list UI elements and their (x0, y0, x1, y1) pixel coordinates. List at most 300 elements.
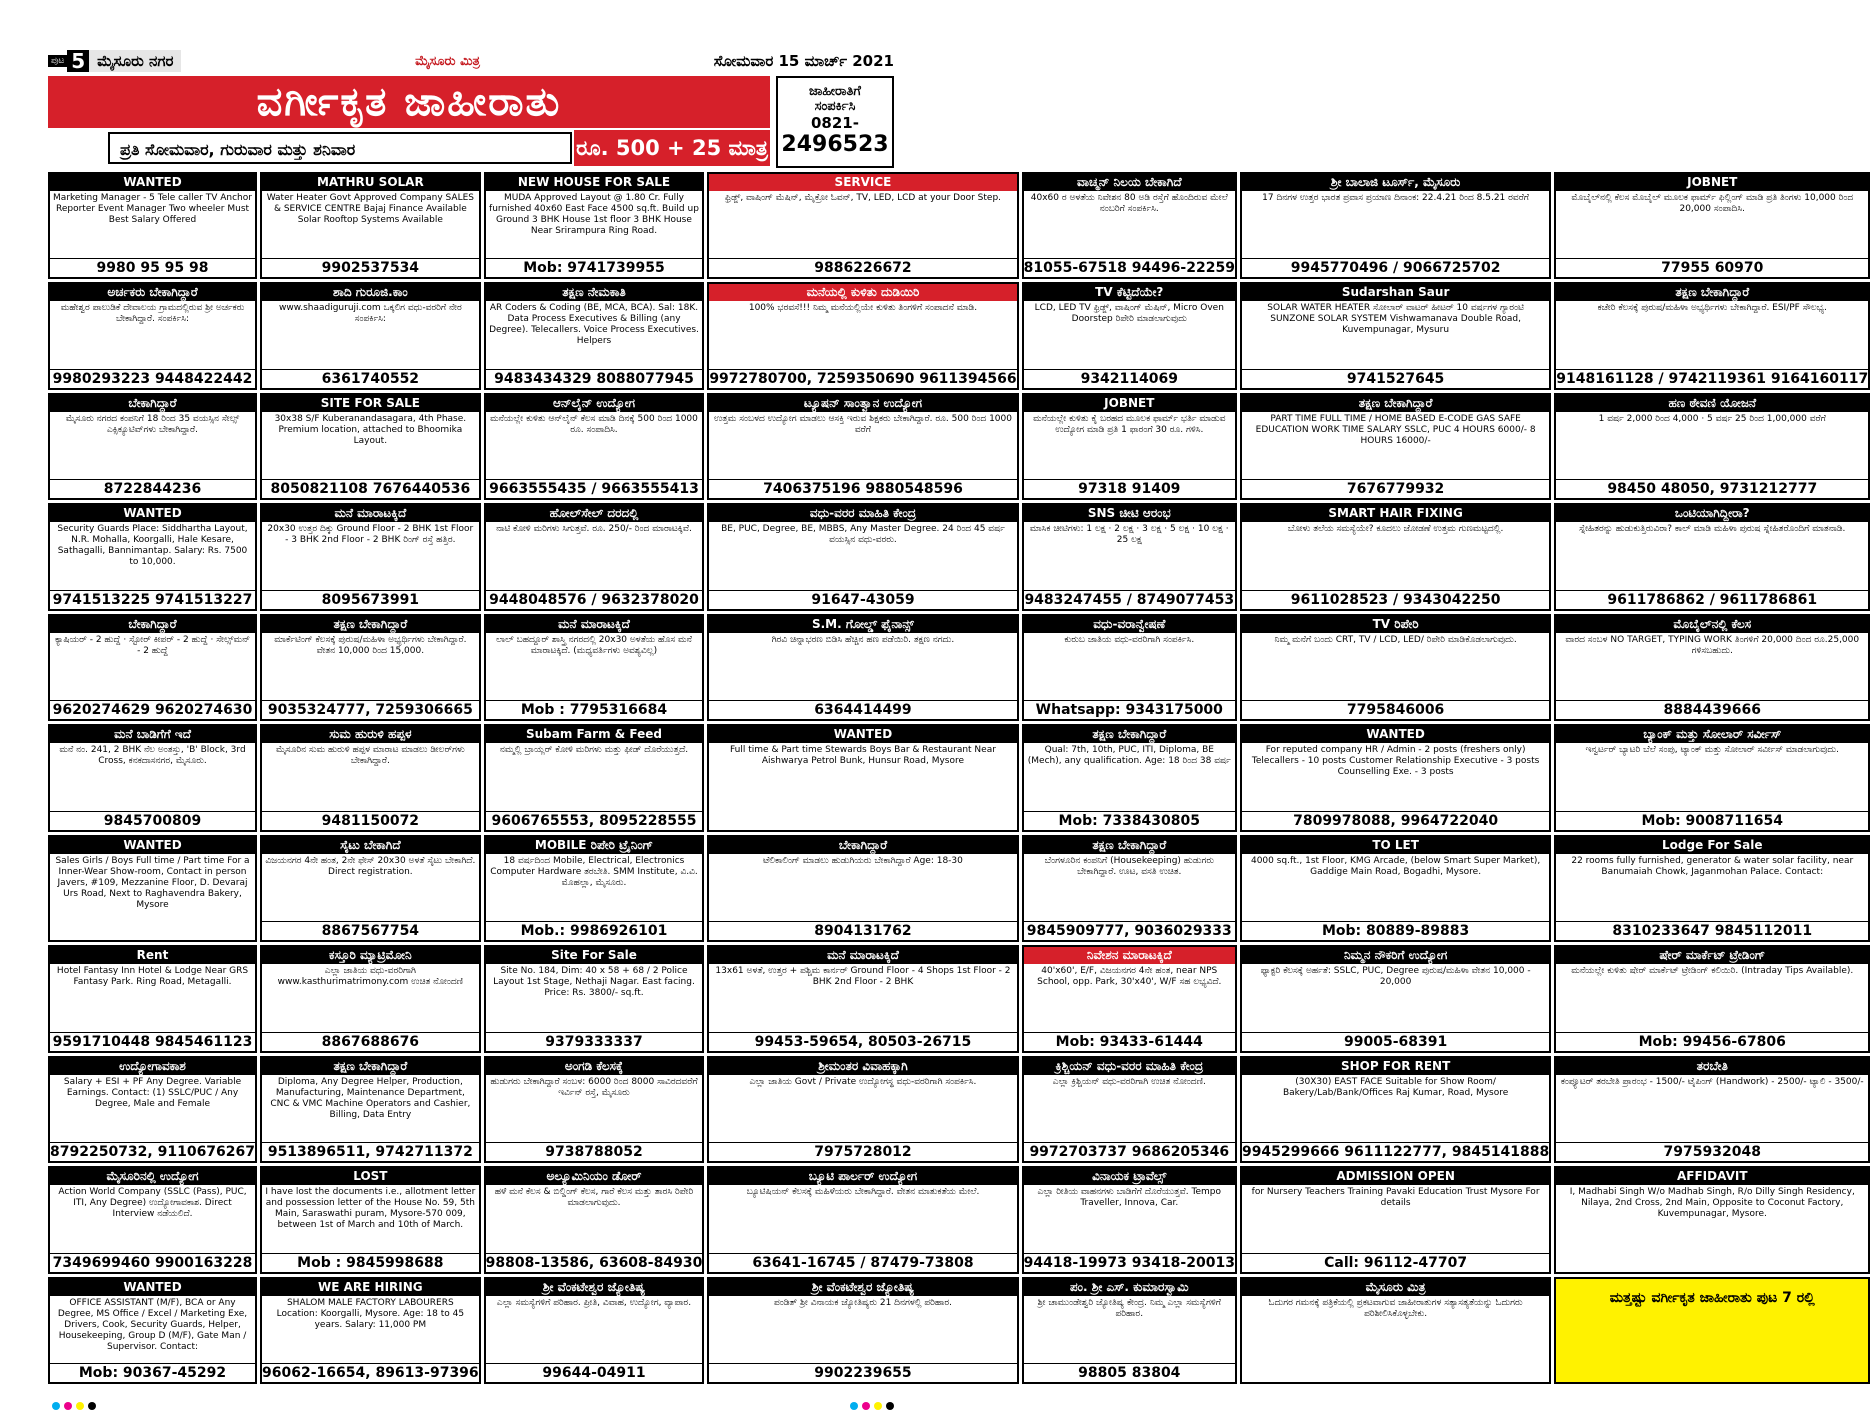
issue-date: ಸೋಮವಾರ 15 ಮಾರ್ಚ್ 2021 (713, 52, 894, 70)
banner-price: ರೂ. 500 + 25 ಮಾತ್ರ (574, 130, 770, 166)
ad-title: MOBILE ರಿಪೇರಿ ಟ್ರೈನಿಂಗ್ (486, 837, 703, 854)
ad-title: SNS ಚೀಟಿ ಆರಂಭ (1024, 505, 1235, 522)
ad-body: ಮಾರ್ಕೆಟಿಂಗ್ ಕೆಲಸಕ್ಕೆ ಪುರುಷ/ಮಹಿಳಾ ಅಭ್ಯರ್ಥಿಗಳು ಬೇಕಾಗಿದ್ದಾರೆ. ವೇತನ 10,000 ರಿಂದ 15,000. (274, 634, 467, 656)
ad-title: Subam Farm & Feed (486, 726, 703, 743)
ad-phone: 9035324777, 7259306665 (262, 700, 479, 719)
ad-body: 30x38 S/F Kuberanandasagara, 4th Phase. Premium location, attached to Bhoomika Layout. (274, 413, 467, 446)
ad-body: ಕಂಪ್ಯೂಟರ್ ತರಬೇತಿ ಪ್ರಾರಂಭ - 1500/- ಟೈಪಿಂಗ್ (Handwork) - 2500/- ಟ್ಯಾಲಿ - 3500/- (1560, 1076, 1864, 1087)
classified-ad (48, 503, 257, 610)
ad-title: WANTED (709, 726, 1016, 743)
classified-ad (484, 172, 705, 279)
ad-phone: 8792250732, 9110676267 (50, 1144, 256, 1161)
classified-ad (484, 724, 705, 831)
classified-ad (1240, 1056, 1551, 1163)
ad-body: ಎಲ್ಲಾ ಜಾತಿಯ Govt / Private ಉದ್ಯೋಗಸ್ಥ ವಧು-ವರರಿಗಾಗಿ ಸಂಪರ್ಕಿಸಿ. (749, 1076, 977, 1087)
section-title: ಮೈಸೂರು ನಗರ (89, 50, 181, 72)
ad-title: ತಕ್ಷಣ ಬೇಕಾಗಿದ್ದಾರೆ (1024, 837, 1235, 854)
classified-ad (48, 393, 257, 500)
ad-title: ತಕ್ಷಣ ಬೇಕಾಗಿದ್ದಾರೆ (262, 1058, 479, 1075)
registration-mark (64, 1402, 72, 1410)
ad-title: ಮನೆ ಬಾಡಿಗೆಗೆ ಇದೆ (50, 726, 255, 743)
ad-title: ಅರ್ಚಕರು ಬೇಕಾಗಿದ್ದಾರೆ (50, 284, 255, 301)
classified-ad (48, 1277, 257, 1384)
ad-phone: 9620274629 9620274630 (50, 700, 255, 719)
ad-body: PART TIME FULL TIME / HOME BASED E-CODE GAS SAFE EDUCATION WORK TIME SALARY SSLC, PUC 4 HOURS 6000/- 8 HOURS 16000/- (1255, 413, 1536, 446)
classified-ad (1240, 393, 1551, 500)
classified-ad (260, 614, 481, 721)
ad-title: WANTED (1242, 726, 1549, 743)
ad-body: ಎಲ್ಲಾ ಸಮಸ್ಯೆಗಳಿಗೆ ಪರಿಹಾರ. ಪ್ರೀತಿ, ವಿವಾಹ, ಉದ್ಯೋಗ, ವ್ಯಾಪಾರ. (496, 1297, 692, 1308)
ad-title: ಮನೆಯಲ್ಲಿ ಕುಳಿತು ದುಡಿಯಿರಿ (709, 284, 1016, 301)
ad-phone: 9738788052 (486, 1142, 703, 1161)
ad-body: ಪಂಡಿತ್ ಶ್ರೀ ವಿನಾಯಕ ಜ್ಯೋತಿಷ್ಯರು 21 ದಿನಗಳಲ್ಲಿ ಪರಿಹಾರ. (773, 1297, 952, 1308)
classified-ad (707, 1277, 1018, 1384)
classified-ad (1022, 282, 1237, 389)
page-header (48, 50, 894, 72)
classified-ad (707, 172, 1018, 279)
classified-ad (260, 1166, 481, 1273)
ad-phone: 9483434329 8088077945 (486, 369, 703, 388)
classified-ad (260, 1277, 481, 1384)
ad-phone: 6364414499 (709, 700, 1016, 719)
classified-ad (707, 835, 1018, 942)
classified-ad (484, 945, 705, 1052)
classified-ad (1240, 724, 1551, 831)
ad-body: ನಾಟಿ ಕೋಳಿ ಮರಿಗಳು ಸಿಗುತ್ತವೆ. ರೂ. 250/- ರಿಂದ ಮಾರಾಟಕ್ಕಿವೆ. (496, 524, 692, 535)
ad-title: ಮನೆ ಮಾರಾಟಕ್ಕಿದೆ (709, 947, 1016, 964)
ad-body: 4000 sq.ft., 1st Floor, KMG Arcade, (below Smart Super Market), Gaddige Main Road, Bogadhi, Mysore. (1250, 855, 1541, 877)
ad-title: ಅಂಗಡಿ ಕೆಲಸಕ್ಕೆ (486, 1058, 703, 1075)
ad-body: 17 ದಿನಗಳ ಉತ್ತರ ಭಾರತ ಪ್ರವಾಸ ಪ್ರಯಾಣ ದಿನಾಂಕ: 22.4.21 ರಿಂದ 8.5.21 ರವರೆಗೆ (1262, 193, 1530, 203)
ad-title: Lodge For Sale (1556, 837, 1868, 854)
classified-ad (707, 1056, 1018, 1163)
ad-phone: 96062-16654, 89613-97396 (262, 1364, 479, 1381)
ad-phone: 9945299666 9611122777, 9845141888 (1241, 1144, 1550, 1161)
classified-ad (260, 503, 481, 610)
ad-title: WANTED (50, 837, 255, 854)
classified-ad (1240, 503, 1551, 610)
classified-ad (484, 1056, 705, 1163)
ad-phone: 9663555435 / 9663555413 (486, 479, 703, 498)
ad-body: ಮಾಸಿಕ ಚೀಟಿಗಳು: 1 ಲಕ್ಷ · 2 ಲಕ್ಷ · 3 ಲಕ್ಷ · 5 ಲಕ್ಷ · 10 ಲಕ್ಷ · 25 ಲಕ್ಷ (1029, 524, 1229, 546)
ad-body: ಸ್ನೇಹಿತರನ್ನು ಹುಡುಕುತ್ತಿರುವಿರಾ? ಕಾಲ್ ಮಾಡಿ ಮಹಿಳಾ ಪುರುಷ ಸ್ನೇಹಿತರೊಂದಿಗೆ ಮಾತನಾಡಿ. (1579, 524, 1846, 535)
registration-mark (88, 1402, 96, 1410)
registration-mark (874, 1402, 882, 1410)
banner-title: ವರ್ಗೀಕೃತ ಜಾಹೀರಾತು (48, 76, 770, 128)
classified-ad (484, 614, 705, 721)
ad-title: TO LET (1242, 837, 1549, 854)
ad-title: ಮನೆ ಮಾರಾಟಕ್ಕಿದೆ (486, 616, 703, 633)
ad-phone: Mob: 93433-61444 (1024, 1032, 1235, 1051)
ad-title: ಶ್ರೀ ಬಾಲಾಜಿ ಟೂರ್ಸ್, ಮೈಸೂರು (1242, 174, 1549, 191)
classified-ad (1240, 945, 1551, 1052)
ad-phone: Mob : 7795316684 (486, 700, 703, 719)
ad-body: 20x30 ಉತ್ತರ ದಿಕ್ಕು Ground Floor - 2 BHK 1st Floor - 3 BHK 2nd Floor - 2 BHK ರಿಂಗ್ ರಸ್ತೆ ಹತ್ತಿರ. (267, 524, 474, 546)
ad-phone: Mob: 90367-45292 (50, 1363, 255, 1382)
classified-ad (1554, 1277, 1870, 1384)
ad-body: (30X30) EAST FACE Suitable for Show Room/ Bakery/Lab/Bank/Offices Raj Kumar, Road, Mysore (1282, 1076, 1509, 1098)
ad-phone: Mob: 7338430805 (1024, 811, 1235, 830)
ad-body: ಓದುಗರ ಗಮನಕ್ಕೆ ಪತ್ರಿಕೆಯಲ್ಲಿ ಪ್ರಕಟವಾಗುವ ಜಾಹೀರಾತುಗಳ ಸತ್ಯಾಸತ್ಯತೆಯನ್ನು ಓದುಗರು ಪರಿಶೀಲಿಸಿಕೊಳ್ಳಬೇಕು. (1268, 1297, 1523, 1319)
ad-phone: 9379333337 (486, 1032, 703, 1051)
ad-body: SHALOM MALE FACTORY LABOURERS Location: Koorgalli, Mysore. Age: 18 to 45 years. Salary: 11,000 PM (276, 1297, 465, 1330)
classified-ad (484, 1166, 705, 1273)
ad-body: ಇನ್ವರ್ಟರ್ ಬ್ಯಾಟರಿ ಬೆಲೆ ಸಂಪು, ಟ್ಯಾಂಕ್ ಮತ್ತು ಸೋಲಾರ್ ಸರ್ವೀಸ್ ಮಾಡಲಾಗುವುದು. (1585, 745, 1839, 756)
classified-ad (707, 724, 1018, 831)
ad-phone: Mob.: 9986926101 (486, 921, 703, 940)
ad-title: ಶ್ರೀ ವೆಂಕಟೇಶ್ವರ ಜ್ಯೋತಿಷ್ಯ (486, 1279, 703, 1296)
ad-phone: 98808-13586, 63608-84930 (485, 1254, 703, 1271)
ad-body: ಮನೆಯಲ್ಲೇ ಕುಳಿತು ಷೇರ್ ಮಾರ್ಕೆಟ್ ಟ್ರೇಡಿಂಗ್ ಕಲಿಯಿರಿ. (Intraday Tips Available). (1571, 966, 1854, 977)
ad-body: ಮೊಬೈಲ್‌ನಲ್ಲಿ ಕೆಲಸ ಮೊಬೈಲ್ ಮೂಲಕ ಫಾರ್ಮ್ ಫಿಲ್ಲಿಂಗ್ ಮಾಡಿ ಪ್ರತಿ ತಿಂಗಳು 10,000 ರಿಂದ 20,000 ಸಂಪಾದಿಸಿ. (1571, 193, 1854, 214)
classified-ad (1240, 282, 1551, 389)
classified-ad (1554, 393, 1870, 500)
ad-phone: 97318 91409 (1024, 479, 1235, 498)
ad-body: ಎಲ್ಲಾ ರೀತಿಯ ವಾಹನಗಳು ಬಾಡಿಗೆಗೆ ದೊರೆಯುತ್ತವೆ. Tempo Traveller, Innova, Car. (1037, 1187, 1222, 1209)
contact-line-1: ಜಾಹೀರಾತಿಗೆ (809, 84, 861, 99)
ad-phone: 98805 83804 (1024, 1363, 1235, 1382)
ad-title: JOBNET (1024, 395, 1235, 412)
ad-title: ವಧು-ವರರ ಮಾಹಿತಿ ಕೇಂದ್ರ (709, 505, 1016, 522)
classified-ad (260, 282, 481, 389)
ad-phone: 8095673991 (262, 590, 479, 609)
ad-title: TV ಕೆಟ್ಟಿದೆಯೇ? (1024, 284, 1235, 301)
ad-phone: 7809978088, 9964722040 (1242, 811, 1549, 830)
ad-title: ನಿವೇಶನ ಮಾರಾಟಕ್ಕಿದೆ (1024, 947, 1235, 964)
ad-body: ಉತ್ತಮ ಸಂಬಳದ ಉದ್ಯೋಗ ಮಾಡಲು ಆಸಕ್ತಿ ಇರುವ ಶಿಕ್ಷಕರು ಬೇಕಾಗಿದ್ದಾರೆ. ರೂ. 500 ರಿಂದ 1000 ವರೆಗೆ (713, 413, 1012, 435)
classified-ad (1554, 945, 1870, 1052)
ad-body: MUDA Approved Layout @ 1.80 Cr. Fully furnished 40x60 East Face 4500 sq.ft. Build up Ground 3 BHK House 1st floor 3 BHK House Near Srirampura Ring Road. (489, 193, 699, 236)
ad-body: Water Heater Govt Approved Company SALES & SERVICE CENTRE Bajaj Finance Available Solar Rooftop Systems Available (266, 193, 474, 225)
ad-phone: 7406375196 9880548596 (709, 479, 1016, 498)
classified-ad (48, 1166, 257, 1273)
classified-ad (1554, 835, 1870, 942)
ad-phone: 9481150072 (262, 811, 479, 830)
classified-ad (707, 1166, 1018, 1273)
contact-line-3: 0821- (811, 114, 859, 132)
ad-body: ಶ್ರೀ ಚಾಮುಂಡೇಶ್ವರಿ ಜ್ಯೋತಿಷ್ಯ ಕೇಂದ್ರ. ನಿಮ್ಮ ಎಲ್ಲಾ ಸಮಸ್ಯೆಗಳಿಗೆ ಪರಿಹಾರ. (1037, 1297, 1221, 1319)
ad-phone: 8867688676 (262, 1032, 479, 1051)
classified-ad (1554, 172, 1870, 279)
ad-phone: 7975728012 (709, 1142, 1016, 1161)
ad-body: ಎಲ್ಲಾ ಜಾತಿಯ ವಧು-ವರರಿಗಾಗಿ www.kasthurimatrimony.com ಉಚಿತ ನೋಂದಣಿ (277, 966, 464, 988)
ad-phone: 9513896511, 9742711372 (262, 1142, 479, 1161)
ad-title: ಷೇರ್ ಮಾರ್ಕೆಟ್ ಟ್ರೇಡಿಂಗ್ (1556, 947, 1868, 964)
ad-phone: 8722844236 (50, 479, 255, 498)
ad-body: ಮನೆ ನಂ. 241, 2 BHK ನೆಲ ಅಂತಸ್ತು, 'B' Block, 3rd Cross, ಕನಕದಾಸನಗರ, ಮೈಸೂರು. (59, 745, 246, 767)
ad-phone: 9845909777, 9036029333 (1024, 921, 1235, 940)
classified-ad (1022, 724, 1237, 831)
ad-title: SITE FOR SALE (262, 395, 479, 412)
classified-ad (1554, 724, 1870, 831)
ad-title: ವಾಚ್ಮನ್ ನಿಲಯ ಬೇಕಾಗಿದೆ (1024, 174, 1235, 191)
ad-body: Marketing Manager - 5 Tele caller TV Anchor Reporter Event Manager Two wheeler Must Best Salary Offered (53, 193, 252, 225)
ad-body: ಕ್ಯಾಷಿಯರ್ - 2 ಹುದ್ದೆ · ಸ್ಟೋರ್ ಕೀಪರ್ - 2 ಹುದ್ದೆ · ಸೇಲ್ಸ್‌ಮನ್ - 2 ಹುದ್ದೆ (54, 634, 251, 656)
ad-phone: 9483247455 / 8749077453 (1024, 591, 1235, 608)
classified-ad (1554, 614, 1870, 721)
ad-phone: 8904131762 (709, 921, 1016, 940)
classified-ads-grid (48, 172, 1869, 1384)
ad-phone: 9980 95 95 98 (50, 258, 255, 277)
classified-ad (1240, 835, 1551, 942)
classified-ad (707, 503, 1018, 610)
classified-ad (260, 172, 481, 279)
ad-body: OFFICE ASSISTANT (M/F), BCA or Any Degree, MS Office / Excel / Marketing Exe, Drivers, Cook, Security Guards, Helper, Housekeeping, Group D (M/F), Gate Man / Supervisor. Contact: (57, 1297, 248, 1352)
ad-phone: 9591710448 9845461123 (50, 1032, 255, 1051)
ad-body: ಗಿರವಿ ಚಿನ್ನಾಭರಣ ಬಿಡಿಸಿ ಹೆಚ್ಚಿನ ಹಣ ಪಡೆಯಿರಿ. ತಕ್ಷಣ ನಗದು. (771, 634, 955, 645)
classified-ad (260, 1056, 481, 1163)
ad-title: ಹೋಲ್‌ಸೇಲ್ ದರದಲ್ಲಿ (486, 505, 703, 522)
ad-body: ಮಹೇಶ್ವರ ಪಾಲುಡಿಕೆ ದೇವಾಲಯ ಗ್ರಾಮದಲ್ಲಿರುವ ಶ್ರೀ ಅರ್ಚಕರು ಬೇಕಾಗಿದ್ದಾರೆ. ಸಂಪರ್ಕಿಸಿ: (60, 303, 245, 325)
ad-body: ಕಚೇರಿ ಕೆಲಸಕ್ಕೆ ಪುರುಷ/ಮಹಿಳಾ ಅಭ್ಯರ್ಥಿಗಳು ಬೇಕಾಗಿದ್ದಾರೆ. ESI/PF ಸೌಲಭ್ಯ. (1597, 303, 1827, 314)
ad-phone: Mob : 9845998688 (262, 1253, 479, 1272)
ad-phone: 77955 60970 (1556, 258, 1868, 277)
page-number: 5 (67, 50, 89, 72)
registration-mark (76, 1402, 84, 1410)
ad-phone: 9448048576 / 9632378020 (486, 590, 703, 609)
ad-title: S.M. ಗೋಲ್ಡ್ ಫೈನಾನ್ಸ್ (709, 616, 1016, 633)
classified-ad (1240, 172, 1551, 279)
ad-phone: 9902239655 (709, 1363, 1016, 1382)
classified-ad (1554, 282, 1870, 389)
ad-phone: 9148161128 / 9742119361 9164160117 (1556, 370, 1869, 387)
ad-body: Hotel Fantasy Inn Hotel & Lodge Near GRS Fantasy Park. Ring Road, Metagalli. (56, 966, 249, 988)
ad-title: ತಕ್ಷಣ ಬೇಕಾಗಿದ್ದಾರೆ (262, 616, 479, 633)
ad-title: ಶ್ರೀ ವೆಂಕಟೇಶ್ವರ ಜ್ಯೋತಿಷ್ಯ (709, 1279, 1016, 1296)
ad-phone: 99005-68391 (1242, 1032, 1549, 1051)
ad-title: ಕ್ರಿಶ್ಚಿಯನ್ ವಧು-ವರರ ಮಾಹಿತಿ ಕೇಂದ್ರ (1024, 1058, 1235, 1075)
ad-phone: 9980293223 9448422442 (50, 369, 255, 388)
ad-body: I have lost the documents i.e., allotment letter and possession letter of the House No. 59, 5th Main, Saraswathi puram, Mysore-570 009, between 1st of March and 10th of March. (265, 1187, 476, 1231)
ad-title: WANTED (50, 505, 255, 522)
classified-ad (707, 614, 1018, 721)
banner-contact-box (776, 76, 894, 168)
classified-ad (48, 945, 257, 1052)
ad-phone: 9611786862 / 9611786861 (1556, 590, 1868, 609)
classified-ad (48, 724, 257, 831)
classified-ad (1022, 945, 1237, 1052)
ad-body: 22 rooms fully furnished, generator & water solar facility, near Banumaiah Chowk, Jaganmohan Palace. Contact: (1571, 855, 1854, 877)
ad-body: ಫ್ಯಾಕ್ಟರಿ ಕೆಲಸಕ್ಕೆ ಅರ್ಹತೆ: SSLC, PUC, Degree ಪುರುಷ/ಮಹಿಳಾ ವೇತನ 10,000 - 20,000 (1260, 966, 1531, 988)
ad-phone: 7676779932 (1242, 479, 1549, 498)
ad-body: 18 ವರ್ಷದಿಂದ Mobile, Electrical, Electronics Computer Hardware ತರಬೇತಿ. SMM Institute, ವಿ.ವಿ. ಮೊಹಲ್ಲಾ, ಮೈಸೂರು. (490, 855, 698, 888)
ad-body: Action World Company (SSLC (Pass), PUC, ITI, Any Degree) ಉದ್ಯೋಗಾವಕಾಶ. Direct Interview ನಡೆಯಲಿದೆ. (58, 1187, 247, 1220)
ad-title: ಬೇಕಾಗಿದ್ದಾರೆ (50, 616, 255, 633)
ad-phone: 7795846006 (1242, 700, 1549, 719)
ad-body: ಲಾಲ್ ಬಹದ್ದೂರ್ ಶಾಸ್ತ್ರಿ ನಗರದಲ್ಲಿ 20x30 ಅಳತೆಯ ಹೊಸ ಮನೆ ಮಾರಾಟಕ್ಕಿದೆ. (ಮಧ್ಯವರ್ತಿಗಳು ಅವಶ್ಯವಿಲ್ಲ) (496, 634, 692, 656)
classified-ad (1022, 393, 1237, 500)
ad-body: ಮನೆಯಲ್ಲೇ ಕುಳಿತು ಆನ್‌ಲೈನ್ ಕೆಲಸ ಮಾಡಿ ದಿನಕ್ಕೆ 500 ರಿಂದ 1000 ರೂ. ಸಂಪಾದಿಸಿ. (490, 413, 698, 435)
ad-title: ತಕ್ಷಣ ಬೇಕಾಗಿದ್ದಾರೆ (1556, 284, 1868, 301)
ad-title: SMART HAIR FIXING (1242, 505, 1549, 522)
ad-phone: 8884439666 (1556, 700, 1868, 719)
registration-mark (886, 1402, 894, 1410)
ad-body: Full time & Part time Stewards Boys Bar & Restaurant Near Aishwarya Petrol Bunk, Hunsur Road, Mysore (730, 745, 996, 767)
ad-phone: 6361740552 (262, 369, 479, 388)
classified-ad (1240, 1166, 1551, 1273)
ad-phone: 91647-43059 (709, 590, 1016, 609)
ad-body: ಹಳೆ ಮನೆ ಕೆಲಸ & ಬಿಲ್ಡಿಂಗ್ ಕೆಲಸ, ಗಾರೆ ಕೆಲಸ ಮತ್ತು ತಾರಸಿ ರಿಪೇರಿ ಮಾಡಲಾಗುವುದು. (494, 1187, 694, 1209)
ad-phone: 63641-16745 / 87479-73808 (709, 1253, 1016, 1272)
ad-title: ಹಣ ಠೇವಣಿ ಯೋಜನೆ (1556, 395, 1868, 412)
ad-title: ವಧು-ವರಾನ್ವೇಷಣೆ (1024, 616, 1235, 633)
classified-ad (484, 835, 705, 942)
ad-phone: 7349699460 9900163228 (50, 1253, 255, 1272)
ad-body: ಫ್ರಿಡ್ಜ್, ವಾಷಿಂಗ್ ಮೆಷಿನ್, ಮೈಕ್ರೋ ಓವನ್, TV, LED, LCD at your Door Step. (724, 193, 1002, 203)
ad-body: for Nursery Teachers Training Pavaki Education Trust Mysore For details (1251, 1187, 1540, 1209)
ad-phone: 9611028523 / 9343042250 (1242, 590, 1549, 609)
ad-phone: 7975932048 (1556, 1142, 1868, 1161)
ad-title: ಒಂಟಿಯಾಗಿದ್ದೀರಾ? (1556, 505, 1868, 522)
ad-phone: Mob: 9008711654 (1556, 811, 1868, 830)
registration-mark (52, 1402, 60, 1410)
ad-title: ಮೈಸೂರಿನಲ್ಲಿ ಉದ್ಯೋಗ (50, 1168, 255, 1185)
ad-phone: 9741527645 (1242, 369, 1549, 388)
classified-ad (48, 172, 257, 279)
classified-ad (260, 724, 481, 831)
contact-phone: 2496523 (781, 132, 889, 157)
ad-title: Rent (50, 947, 255, 964)
ad-body: ಮೈಸೂರು ನಗರದ ಕಂಪನಿಗೆ 18 ರಿಂದ 35 ವಯಸ್ಸಿನ ಸೇಲ್ಸ್ ಎಕ್ಸಿಕ್ಯೂಟಿವ್‌ಗಳು ಬೇಕಾಗಿದ್ದಾರೆ. (65, 413, 240, 435)
ad-phone: 8050821108 7676440536 (262, 479, 479, 498)
ad-title: WANTED (50, 1279, 255, 1296)
page-label: ಪುಟ (48, 55, 67, 67)
ad-phone: 8867567754 (262, 921, 479, 940)
classified-ad (1022, 835, 1237, 942)
ad-body: www.shaadiguruji.com ಒಕ್ಕಲಿಗ ವಧು-ವರರಿಗೆ ನೇರ ಸಂಪರ್ಕಿಸಿ: (278, 303, 462, 325)
classified-ad (1022, 1166, 1237, 1273)
ad-phone: 98450 48050, 9731212777 (1556, 479, 1868, 498)
ad-title: ಬ್ಯಾಂಕ್ ಮತ್ತು ಸೋಲಾರ್ ಸರ್ವೀಸ್ (1556, 726, 1868, 743)
ad-title: ಶಾದಿ ಗುರೂಜಿ.ಕಾಂ (262, 284, 479, 301)
ad-body: ಬೋಳು ತಲೆಯ ಸಮಸ್ಯೆಯೇ? ಕೂದಲು ಜೋಡಣೆ ಉತ್ತಮ ಗುಣಮಟ್ಟದಲ್ಲಿ. (1287, 524, 1504, 535)
classified-ad (48, 282, 257, 389)
ad-body: ಮತ್ತಷ್ಟು ವರ್ಗೀಕೃತ ಜಾಹೀರಾತು ಪುಟ 7 ರಲ್ಲಿ (1609, 1289, 1815, 1306)
ad-body: 100% ಭರವಸೆ!!! ನಿಮ್ಮ ಮನೆಯಲ್ಲಿಯೇ ಕುಳಿತು ತಿಂಗಳಿಗೆ ಸಂಪಾದನೆ ಮಾಡಿ. (748, 303, 978, 314)
ad-phone: 9845700809 (50, 811, 255, 830)
ad-body: ಮೈಸೂರಿನ ಸುಮ ಹುರುಳಿ ಹಪ್ಪಳ ಮಾರಾಟ ಮಾಡಲು ಡೀಲರ್‌ಗಳು ಬೇಕಾಗಿದ್ದಾರೆ. (275, 745, 465, 767)
ad-phone: 9886226672 (709, 258, 1016, 277)
ad-title: NEW HOUSE FOR SALE (486, 174, 703, 191)
banner-days: ಪ್ರತಿ ಸೋಮವಾರ, ಗುರುವಾರ ಮತ್ತು ಶನಿವಾರ (108, 132, 572, 164)
ad-body: Salary + ESI + PF Any Degree. Variable Earnings. Contact: (1) SSLC/PUC / Any Degree, Male and Female (63, 1076, 242, 1109)
ad-phone: 9342114069 (1024, 369, 1235, 388)
ad-title: ತಕ್ಷಣ ನೇಮಕಾತಿ (486, 284, 703, 301)
ad-body: AR Coders & Coding (BE, MCA, BCA). Sal: 18K. Data Process Executives & Billing (any Degree). Telecallers. Voice Process Executives. Helpers (489, 303, 699, 347)
ad-body: ಹುಡುಗರು ಬೇಕಾಗಿದ್ದಾರೆ ಸಂಬಳ: 6000 ರಿಂದ 8000 ಸಾವಿರದವರೆಗೆ ಇರ್ವಿನ್ ರಸ್ತೆ, ಮೈಸೂರು (490, 1076, 698, 1098)
classified-ad (1554, 1056, 1870, 1163)
ad-title: ಆನ್‌ಲೈನ್ ಉದ್ಯೋಗ (486, 395, 703, 412)
ad-body: Site No. 184, Dim: 40 x 58 + 68 / 2 Police Layout 1st Stage, Nethaji Nagar. East facing. Price: Rs. 3800/- sq.ft. (493, 966, 695, 999)
ad-title: JOBNET (1556, 174, 1868, 191)
ad-phone: Whatsapp: 9343175000 (1024, 700, 1235, 719)
classified-ad (1240, 614, 1551, 721)
ad-title: ಮೈಸೂರು ಮಿತ್ರ (1242, 1279, 1549, 1296)
ad-title: ನಿಮ್ಮನ ನೌಕರಿಗೆ ಉದ್ಯೋಗ (1242, 947, 1549, 964)
ad-title: Site For Sale (486, 947, 703, 964)
classified-ad (484, 393, 705, 500)
ad-title: ಸೈಟು ಬೇಕಾಗಿದೆ (262, 837, 479, 854)
ad-phone: Mob: 99456-67806 (1556, 1032, 1868, 1051)
ad-body: 40'x60', E/F, ವಿಜಯನಗರ 4ನೇ ಹಂತ, near NPS School, opp. Park, 30'x40', W/F ಸಹ ಲಭ್ಯವಿದೆ. (1037, 966, 1222, 988)
ad-body: LCD, LED TV ಫ್ರಿಡ್ಜ್, ವಾಷಿಂಗ್ ಮೆಷಿನ್, Micro Oven Doorstep ರಿಪೇರಿ ಮಾಡಲಾಗುವುದು (1034, 303, 1224, 325)
ad-body: ಕುರುಬ ಜಾತಿಯ ವಧು-ವರರಿಗಾಗಿ ಸಂಪರ್ಕಿಸಿ. (1064, 634, 1195, 645)
ad-title: ADMISSION OPEN (1242, 1168, 1549, 1185)
ad-body: 13x61 ಅಳತೆ, ಉತ್ತರ + ಪಶ್ಚಿಮ ಕಾರ್ನರ್ Ground Floor - 4 Shops 1st Floor - 2 BHK 2nd Floor - 2 BHK (715, 966, 1011, 988)
ad-body: Sales Girls / Boys Full time / Part time For a Inner-Wear Show-room, Contact in person Javers, #109, Mezzanine Floor, D. Devaraj Urs Road, Next to Raghavendra Bakery, Mysore (55, 855, 250, 910)
ad-title: ಸುಮ ಹುರುಳಿ ಹಪ್ಪಳ (262, 726, 479, 743)
ad-phone: Mob: 9741739955 (486, 258, 703, 277)
ad-body: 1 ವರ್ಷ 2,000 ರಿಂದ 4,000 · 5 ವರ್ಷ 25 ರಿಂದ 1,00,000 ವರೆಗೆ (1598, 413, 1826, 424)
ad-title: LOST (262, 1168, 479, 1185)
ad-body: ಬೆಂಗಳೂರಿನ ಕಂಪನಿಗೆ (Housekeeping) ಹುಡುಗರು ಬೇಕಾಗಿದ್ದಾರೆ. ಊಟ, ವಸತಿ ಉಚಿತ. (1044, 855, 1214, 877)
ad-phone: 9606765553, 8095228555 (486, 811, 703, 830)
ad-title: ವಿನಾಯಕ ಟ್ರಾವೆಲ್ಸ್ (1024, 1168, 1235, 1185)
ad-phone: 99453-59654, 80503-26715 (709, 1032, 1016, 1051)
classified-ad (484, 503, 705, 610)
ad-title: TV ರಿಪೇರಿ (1242, 616, 1549, 633)
ad-body: ವಾರದ ಸಂಬಳ NO TARGET, TYPING WORK ತಿಂಗಳಿಗೆ 20,000 ದಿಂದ ರೂ.25,000 ಗಳಿಸಬಹುದು. (1565, 634, 1860, 656)
ad-title: ಕಸ್ತೂರಿ ಮ್ಯಾಟ್ರಿಮೋನಿ (262, 947, 479, 964)
classified-ad (1240, 1277, 1551, 1384)
ad-title: ಪಂ. ಶ್ರೀ ಎಸ್. ಕುಮಾರಸ್ವಾಮಿ (1024, 1279, 1235, 1296)
classified-ad (1022, 503, 1237, 610)
classified-ad (48, 1056, 257, 1163)
registration-mark (862, 1402, 870, 1410)
ad-phone: 9972703737 9686205346 (1024, 1142, 1235, 1161)
ad-body: For reputed company HR / Admin - 2 posts (freshers only) Telecallers - 10 posts Customer Relationship Executive - 3 posts Counselling Exe. - 3 posts (1251, 745, 1540, 778)
classified-ad (1022, 614, 1237, 721)
classified-ad (707, 945, 1018, 1052)
classified-ad (1554, 503, 1870, 610)
ad-title: ಮನೆ ಮಾರಾಟಕ್ಕಿದೆ (262, 505, 479, 522)
ad-title: WANTED (50, 174, 255, 191)
ad-body: ನಿಮ್ಮ ಮನೆಗೆ ಬಂದು CRT, TV / LCD, LED/ ರಿಪೇರಿ ಮಾಡಿಕೊಡಲಾಗುವುದು. (1274, 634, 1517, 645)
ad-title: ತಕ್ಷಣ ಬೇಕಾಗಿದ್ದಾರೆ (1242, 395, 1549, 412)
ad-body: ಮನೆಯಲ್ಲೇ ಕುಳಿತು ಕೈ ಬರಹದ ಮೂಲಕ ಫಾರ್ಮ್ ಭರ್ತಿ ಮಾಡುವ ಉದ್ಯೋಗ ಮಾಡಿ ಪ್ರತಿ 1 ಫಾರಂಗೆ 30 ರೂ. ಗಳಿಸಿ. (1033, 413, 1226, 435)
ad-title: ಟ್ಯೂಷನ್ ಸಾಂತ್ವಾನ ಉದ್ಯೋಗ (709, 395, 1016, 412)
ad-body: BE, PUC, Degree, BE, MBBS, Any Master Degree. 24 ರಿಂದ 45 ವರ್ಷ ವಯಸ್ಸಿನ ವಧು-ವರರು. (721, 524, 1005, 546)
ad-title: MATHRU SOLAR (262, 174, 479, 191)
classified-ad (1022, 1277, 1237, 1384)
ad-body: 40x60 ರ ಅಳತೆಯ ನಿವೇಶನ 80 ಅಡಿ ರಸ್ತೆಗೆ ಹೊಂದಿರುವ ಮೇಲೆ ನಂಬರಿಗೆ ಸಂಪರ್ಕಿಸಿ. (1030, 193, 1228, 214)
ad-title: ಉದ್ಯೋಗಾವಕಾಶ (50, 1058, 255, 1075)
ad-phone: Call: 96112-47707 (1242, 1253, 1549, 1272)
classifieds-banner (48, 76, 894, 168)
ad-title: ಬೇಕಾಗಿದ್ದಾರೆ (50, 395, 255, 412)
ad-title: AFFIDAVIT (1556, 1168, 1868, 1185)
ad-body: ವಿಜಯನಗರ 4ನೇ ಹಂತ, 2ನೇ ಫೇಸ್ 20x30 ಅಳತೆ ಸೈಟು ಬೇಕಾಗಿದೆ. Direct registration. (265, 855, 476, 877)
ad-title: ಬೇಕಾಗಿದ್ದಾರೆ (709, 837, 1016, 854)
ad-body: ಎಲ್ಲಾ ಕ್ರಿಶ್ಚಿಯನ್ ವಧು-ವರರಿಗಾಗಿ ಉಚಿತ ನೋಂದಣಿ. (1052, 1076, 1206, 1087)
ad-phone: Mob: 80889-89883 (1242, 921, 1549, 940)
ad-body: SOLAR WATER HEATER ಸೋಲಾರ್ ವಾಟರ್ ಹೀಟರ್ 10 ವರ್ಷಗಳ ಗ್ಯಾರಂಟಿ SUNZONE SOLAR SYSTEM Vishwamanava Double Road, Kuvempunagar, Mysuru (1267, 303, 1524, 336)
ad-body: Diploma, Any Degree Helper, Production, Manufacturing, Maintenance Department, CNC & VMC Machine Operators and Cashier, Billing, Data Entry (270, 1076, 471, 1120)
ad-title: ಬ್ಯೂಟಿ ಪಾರ್ಲರ್ ಉದ್ಯೋಗ (709, 1168, 1016, 1185)
ad-title: ಅಲ್ಯೂಮಿನಿಯಂ ಡೋರ್ (486, 1168, 703, 1185)
ad-body: ಟೆಲಿಕಾಲಿಂಗ್ ಮಾಡಲು ಹುಡುಗಿಯರು ಬೇಕಾಗಿದ್ದಾರೆ Age: 18-30 (763, 855, 963, 866)
classified-ad (484, 1277, 705, 1384)
ad-body: ನಮ್ಮಲ್ಲಿ ಬ್ರಾಯ್ಲರ್ ಕೋಳಿ ಮರಿಗಳು ಮತ್ತು ಫೀಡ್ ದೊರೆಯುತ್ತದೆ. (499, 745, 689, 756)
ad-body: ಬ್ಯೂಟಿಷಿಯನ್ ಕೆಲಸಕ್ಕೆ ಮಹಿಳೆಯರು ಬೇಕಾಗಿದ್ದಾರೆ. ವೇತನ ಮಾತುಕತೆಯ ಮೇಲೆ. (746, 1187, 980, 1198)
classified-ad (260, 393, 481, 500)
classified-ad (260, 835, 481, 942)
classified-ad (260, 945, 481, 1052)
masthead-logo: ಮೈಸೂರು ಮಿತ್ರ (415, 53, 480, 69)
ad-phone: 9741513225 9741513227 (50, 590, 255, 609)
ad-body: Security Guards Place: Siddhartha Layout, N.R. Mohalla, Koorgalli, Hale Kesare, Sathagalli, Bannimantap. Salary: Rs. 7500 to 10,000. (57, 524, 248, 568)
classified-ad (484, 282, 705, 389)
